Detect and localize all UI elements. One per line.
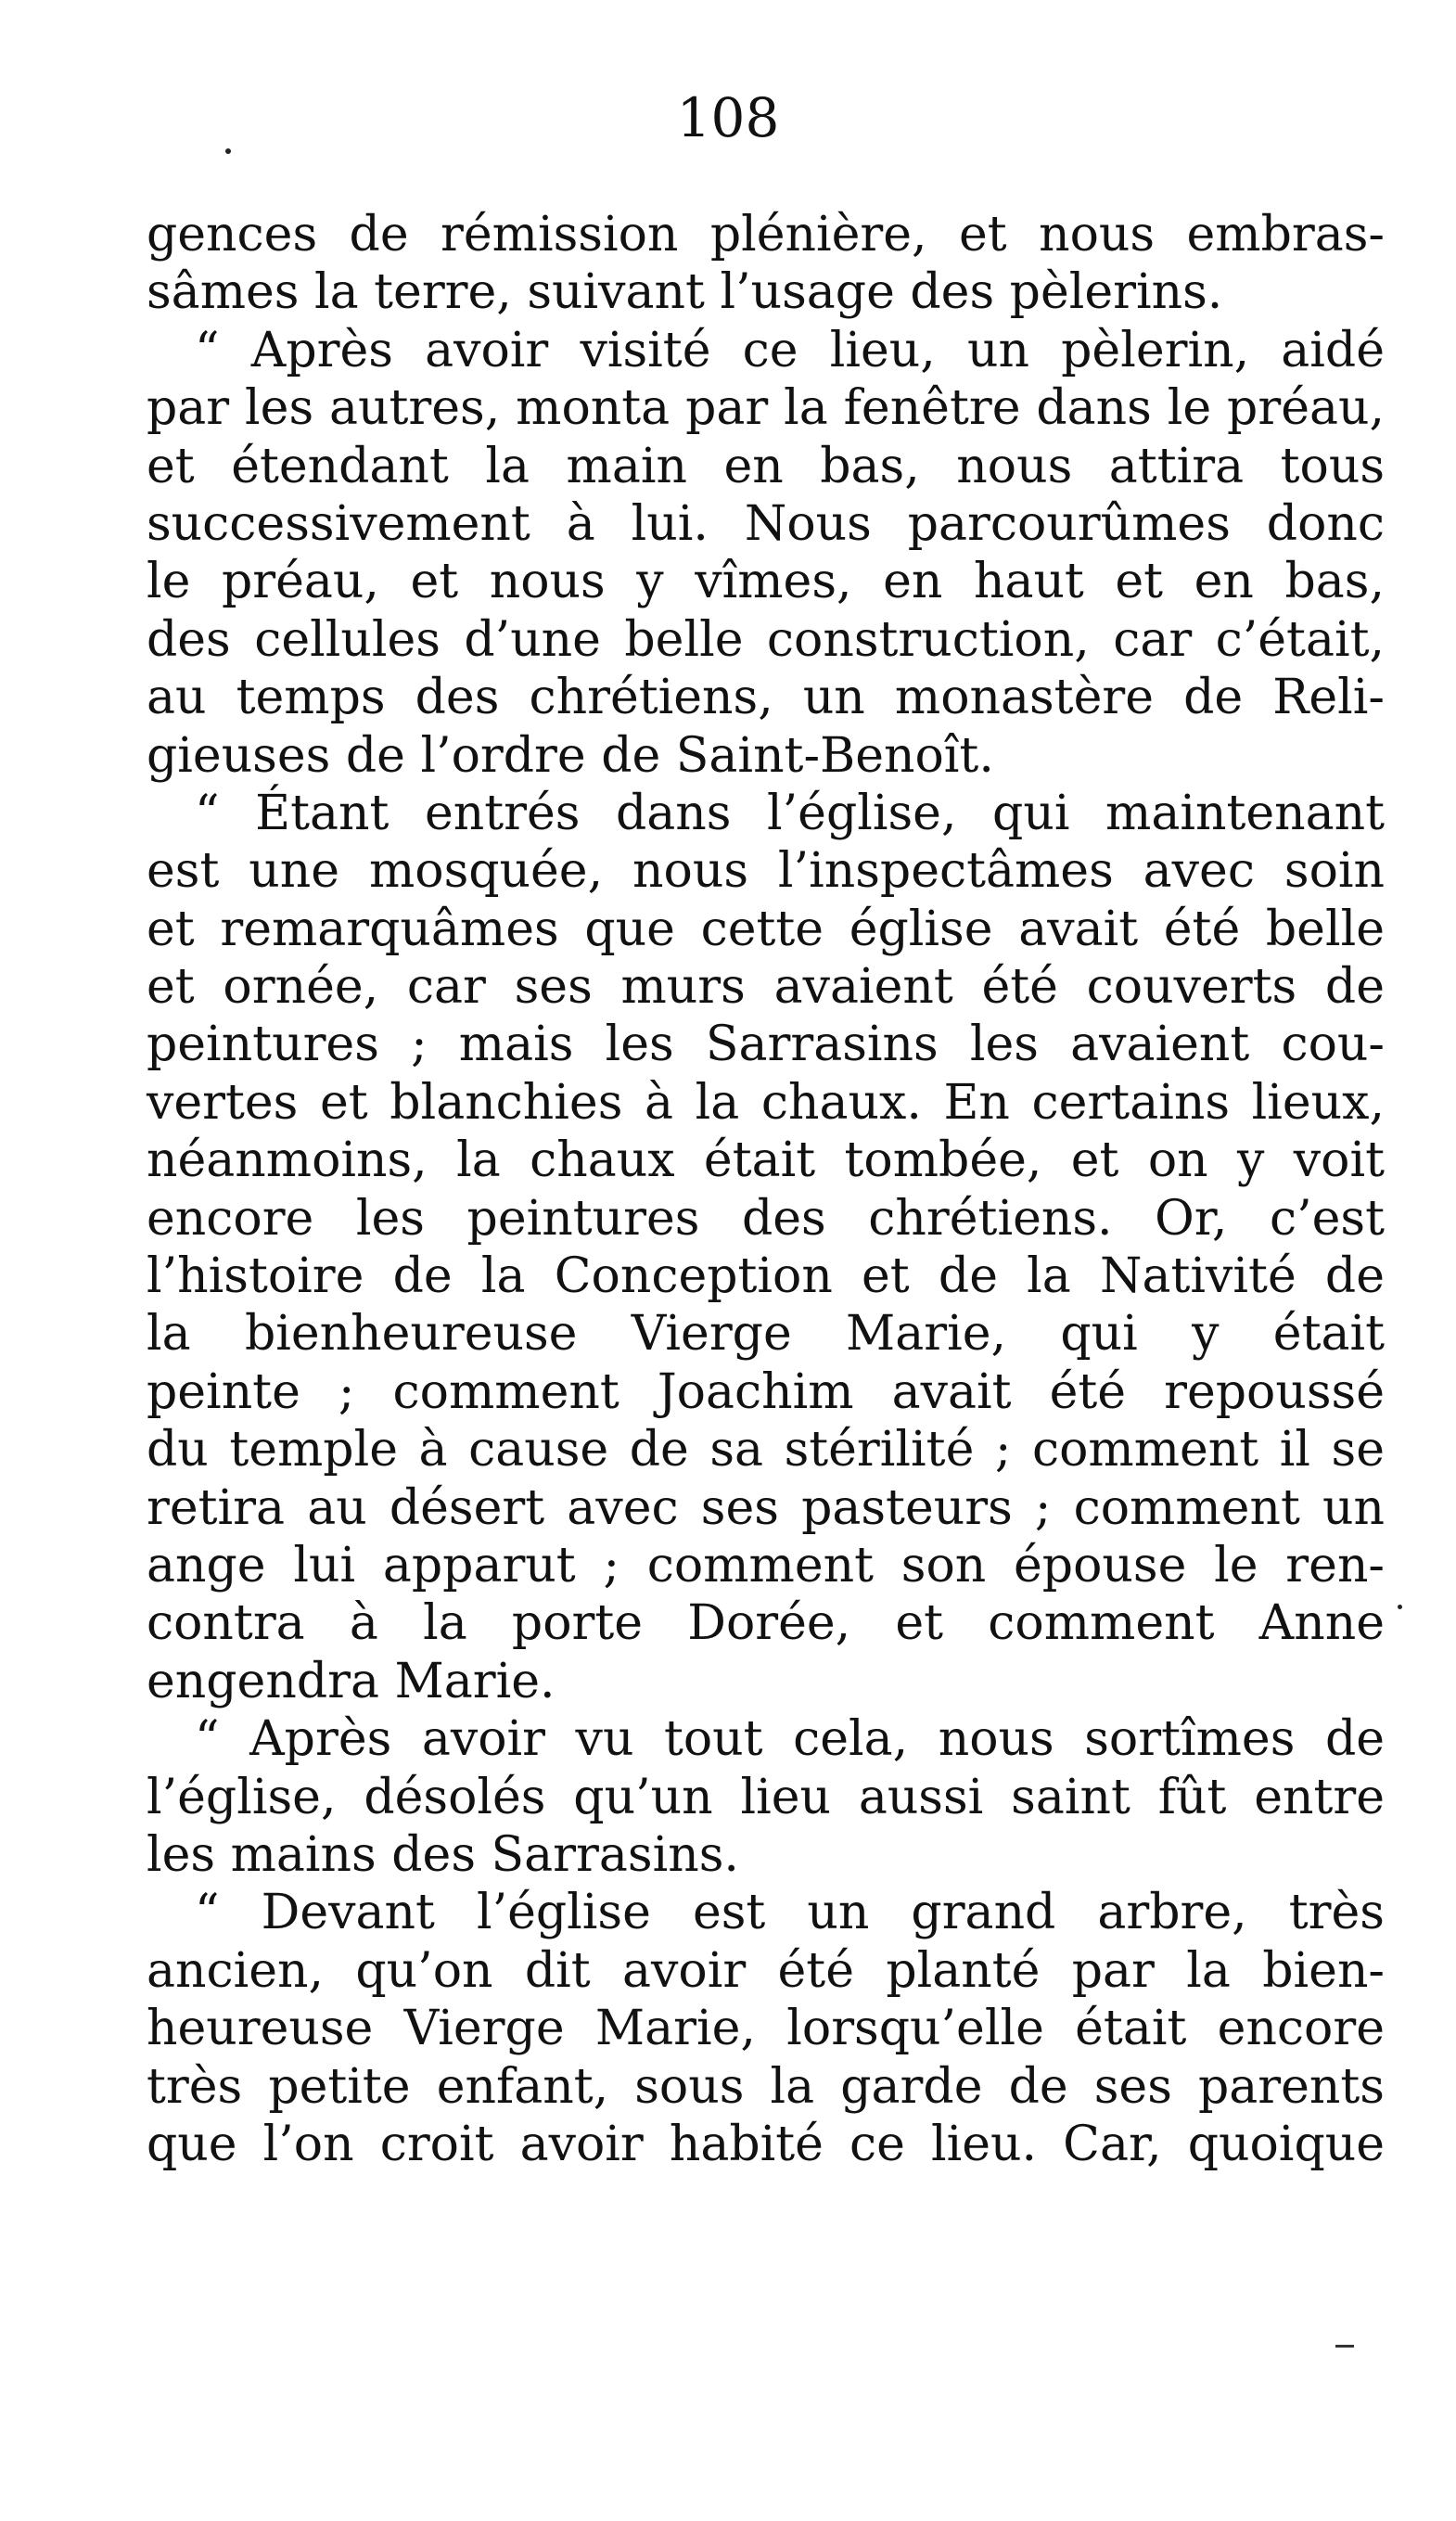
text-line: gences de rémission plénière, et nous embras- (147, 207, 1385, 262)
text-line: “ Devant l’église est un grand arbre, très (195, 1885, 1385, 1941)
print-mark (1335, 2345, 1354, 2348)
text-line: gieuses de l’ordre de Saint-Benoît. (147, 727, 994, 784)
text-line: peintures ; mais les Sarrasins les avaient cou- (147, 1017, 1385, 1073)
text-line: ange lui apparut ; comment son épouse le ren- (147, 1537, 1385, 1593)
text-line: que l’on croit avoir habité ce lieu. Car, quoique (147, 2116, 1385, 2172)
text-line: “ Après avoir vu tout cela, nous sortîmes de (195, 1711, 1385, 1768)
text-line: au temps des chrétiens, un monastère de Reli- (147, 670, 1385, 726)
text-line: l’histoire de la Conception et de la Nativité de (147, 1248, 1385, 1305)
text-line: l’église, désolés qu’un lieu aussi saint fût entre (147, 1769, 1385, 1825)
text-line: et étendant la main en bas, nous attira tous (147, 438, 1385, 494)
text-line: vertes et blanchies à la chaux. En certains lieux, (147, 1074, 1385, 1131)
text-line: “ Étant entrés dans l’église, qui maintenant (195, 785, 1385, 841)
text-line: encore les peintures des chrétiens. Or, c’est (147, 1190, 1385, 1247)
text-line: successivement à lui. Nous parcourûmes donc (147, 495, 1385, 552)
text-line: et remarquâmes que cette église avait été belle (147, 901, 1385, 957)
print-speck (1398, 1605, 1402, 1609)
text-line: et ornée, car ses murs avaient été couverts de (147, 959, 1385, 1016)
page-number: 108 (676, 86, 780, 149)
text-line: néanmoins, la chaux était tombée, et on y voit (147, 1133, 1385, 1189)
text-line: “ Après avoir visité ce lieu, un pèlerin, aidé (195, 322, 1385, 378)
text-line: par les autres, monta par la fenêtre dans le préau, (147, 380, 1385, 437)
text-line: engendra Marie. (147, 1653, 556, 1709)
text-line: ancien, qu’on dit avoir été planté par la bien- (147, 1942, 1385, 1999)
text-line: peinte ; comment Joachim avait été repoussé (147, 1363, 1385, 1420)
text-line: heureuse Vierge Marie, lorsqu’elle était encore (147, 2001, 1385, 2057)
text-line: du temple à cause de sa stérilité ; comment il se (147, 1422, 1385, 1478)
text-line: les mains des Sarrasins. (147, 1826, 739, 1883)
text-line: contra à la porte Dorée, et comment Anne (147, 1595, 1385, 1652)
text-line: très petite enfant, sous la garde de ses parents (147, 2058, 1385, 2115)
text-line: des cellules d’une belle construction, car c’était, (147, 611, 1385, 668)
text-line: le préau, et nous y vîmes, en haut et en bas, (147, 554, 1385, 610)
text-line: sâmes la terre, suivant l’usage des pèlerins. (147, 264, 1223, 321)
text-line: retira au désert avec ses pasteurs ; comment un (147, 1479, 1385, 1536)
text-line: la bienheureuse Vierge Marie, qui y était (147, 1306, 1385, 1363)
text-line: est une mosquée, nous l’inspectâmes avec soin (147, 843, 1385, 900)
body-text (147, 206, 1385, 2173)
